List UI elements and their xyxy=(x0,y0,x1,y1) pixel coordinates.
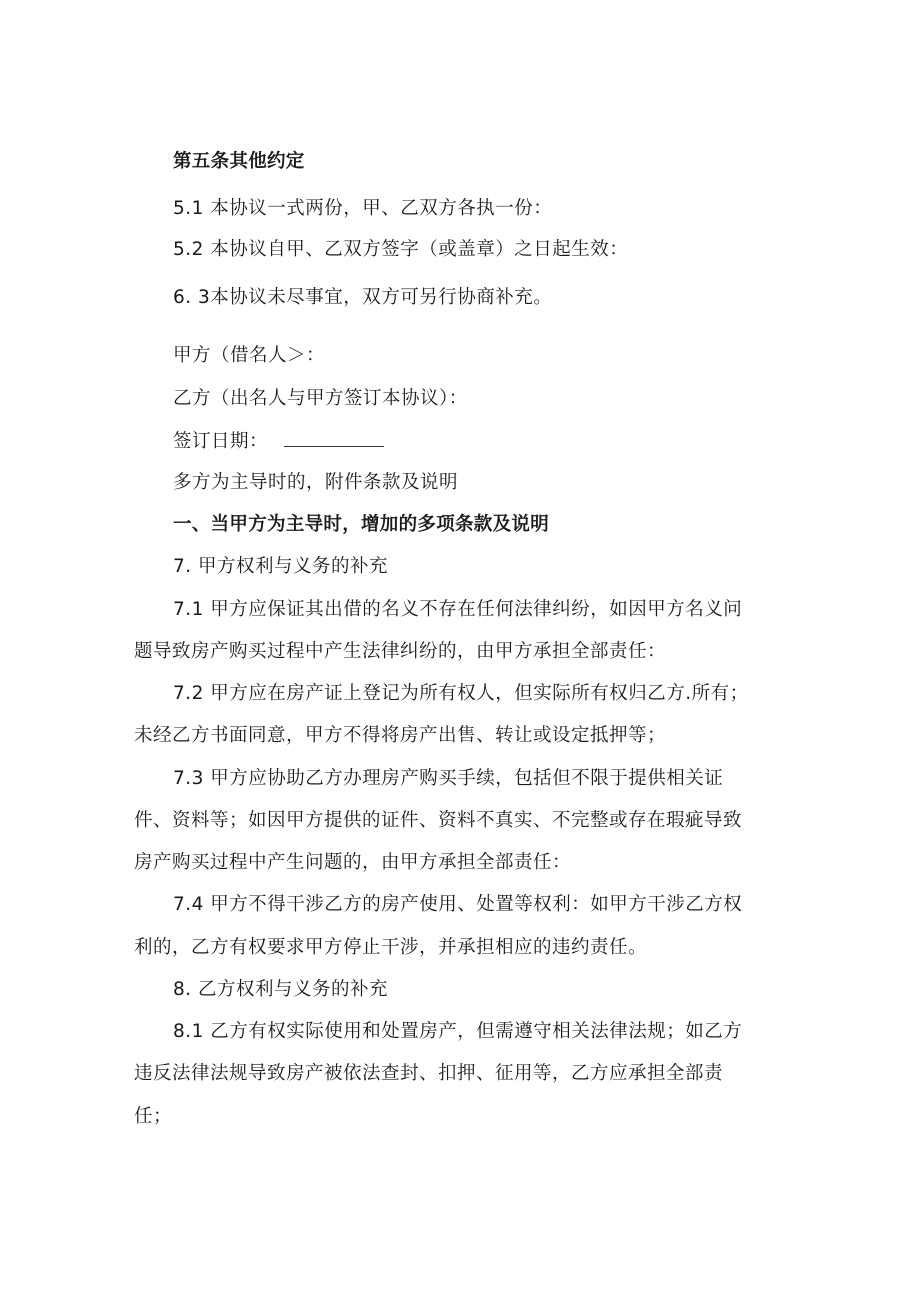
clause-8-title: 8. 乙方权利与义务的补充 xyxy=(173,979,389,1000)
party-b-signature-label: 乙方（出名人与甲方签订本协议）： xyxy=(173,388,468,409)
appendix-intro: 多方为主导时的，附件条款及说明 xyxy=(173,472,459,493)
clause-7-1-line-1: 7.1 甲方应保证其出借的名义不存在任何法律纠纷，如因甲方名义问 xyxy=(173,599,743,620)
signing-date-blank xyxy=(284,428,384,447)
clause-7-3-line-1: 7.3 甲方应协助乙方办理房产购买手续，包括但不限于提供相关证 xyxy=(173,768,724,789)
clause-7-4-line-1: 7.4 甲方不得干涉乙方的房产使用、处置等权利：如甲方干涉乙方权 xyxy=(173,894,743,915)
clause-7-2-line-1: 7.2 甲方应在房产证上登记为所有权人，但实际所有权归乙方.所有； xyxy=(173,683,749,704)
signing-date-label: 签订日期： xyxy=(173,431,269,452)
clause-7-3-line-3: 房产购买过程中产生问题的，由甲方承担全部责任： xyxy=(134,852,572,873)
clause-8-1-line-1: 8.1 乙方有权实际使用和处置房产，但需遵守相关法律法规；如乙方 xyxy=(173,1021,743,1042)
appendix-section-title: 一、当甲方为主导时，增加的多项条款及说明 xyxy=(173,514,550,535)
clause-8-1-line-2: 违反法律法规导致房产被依法查封、扣押、征用等，乙方应承担全部责 xyxy=(134,1063,724,1084)
clause-7-4-line-2: 利的，乙方有权要求甲方停止干涉，并承担相应的违约责任。 xyxy=(134,937,648,958)
clause-7-title: 7. 甲方权利与义务的补充 xyxy=(173,556,389,577)
signing-date-row xyxy=(173,428,384,455)
clause-8-1-line-3: 任； xyxy=(134,1106,173,1127)
clause-7-1-line-2: 题导致房产购买过程中产生法律纠纷的，由甲方承担全部责任： xyxy=(134,641,667,662)
article-5-title: 第五条其他约定 xyxy=(173,151,305,172)
party-a-signature-label: 甲方（借名人＞： xyxy=(173,345,326,366)
clause-7-3-line-2: 件、资料等；如因甲方提供的证件、资料不真实、不完整或存在瑕疵导致 xyxy=(134,810,743,831)
clause-5-3: 6. 3本协议未尽事宜，双方可另行协商补充。 xyxy=(173,287,553,308)
clause-7-2-line-2: 未经乙方书面同意，甲方不得将房产出售、转让或设定抵押等； xyxy=(134,725,667,746)
clause-5-2: 5.2 本协议自甲、乙双方签字（或盖章）之日起生效： xyxy=(173,239,629,260)
clause-5-1: 5.1 本协议一式两份，甲、乙双方各执一份： xyxy=(173,198,553,219)
